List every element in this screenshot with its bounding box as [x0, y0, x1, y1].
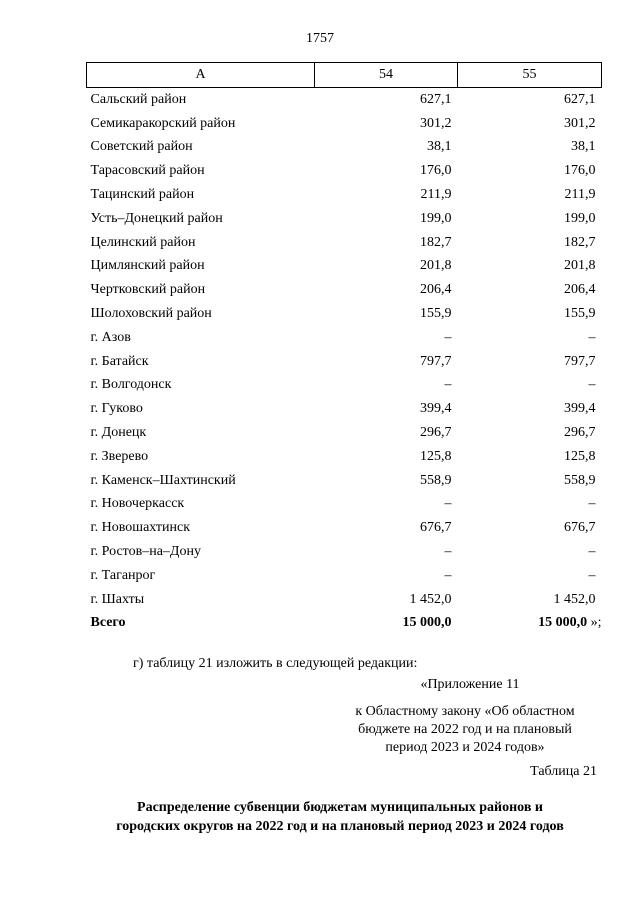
appendix-line-1: к Областному закону «Об областном [355, 704, 575, 719]
total-label: Всего [90, 615, 126, 631]
row-name: Чертковский район [90, 282, 206, 298]
row-name: г. Донецк [90, 425, 147, 441]
row-value-54: 155,9 [420, 306, 452, 322]
row-name: Шолоховский район [90, 306, 212, 322]
table-row [87, 588, 602, 612]
row-value-55: 797,7 [564, 353, 596, 369]
row-value-55: 125,8 [564, 448, 596, 464]
table-label: Таблица 21 [530, 764, 597, 779]
header-column-54: 54 [315, 63, 458, 88]
row-value-54: 38,1 [427, 139, 452, 155]
row-name: Сальский район [90, 91, 187, 107]
table-row [87, 564, 602, 588]
row-value-55: – [588, 377, 596, 393]
appendix-title: «Приложение 11 [420, 677, 520, 692]
row-name: Целинский район [90, 234, 196, 250]
row-value-55: 201,8 [564, 258, 596, 274]
table-row [87, 540, 602, 564]
row-name: Тацинский район [90, 187, 195, 203]
total-value-55-cell [458, 612, 602, 636]
table-row [87, 278, 602, 302]
table-row [87, 231, 602, 255]
row-value-54: 399,4 [420, 401, 452, 417]
row-value-54: 206,4 [420, 282, 452, 298]
table-row [87, 183, 602, 207]
row-name: г. Каменск–Шахтинский [90, 472, 236, 488]
heading-line-2: городских округов на 2022 год и на плановый период 2023 и 2024 годов [116, 819, 564, 834]
row-name: Цимлянский район [90, 258, 205, 274]
table-row [87, 255, 602, 279]
table-row [87, 374, 602, 398]
table-body [87, 88, 602, 636]
row-value-55: – [588, 567, 596, 583]
instruction-text: г) таблицу 21 изложить в следующей редакции: [133, 656, 418, 671]
table-header-row [87, 63, 602, 88]
row-name: Семикаракорский район [90, 115, 236, 131]
row-value-55: 676,7 [564, 520, 596, 536]
row-value-54: 176,0 [420, 163, 452, 179]
budget-table [86, 62, 602, 635]
row-name: г. Новошахтинск [90, 520, 191, 536]
row-value-55: 155,9 [564, 306, 596, 322]
row-value-54: – [444, 567, 452, 583]
row-value-55: 206,4 [564, 282, 596, 298]
row-value-55: 627,1 [564, 91, 596, 107]
row-value-55: 296,7 [564, 425, 596, 441]
table-row [87, 136, 602, 160]
row-value-55: 558,9 [564, 472, 596, 488]
row-value-55: 211,9 [564, 187, 596, 203]
row-value-54: 201,8 [420, 258, 452, 274]
row-value-55: – [588, 496, 596, 512]
table-row [87, 421, 602, 445]
row-name: Советский район [90, 139, 193, 155]
row-value-54: 676,7 [420, 520, 452, 536]
row-name: г. Таганрог [90, 567, 156, 583]
row-value-54: 797,7 [420, 353, 452, 369]
row-value-55: 38,1 [571, 139, 596, 155]
total-value-55: 15 000,0 [538, 615, 588, 631]
row-value-55: 182,7 [564, 234, 596, 250]
row-value-55: 1 452,0 [553, 591, 596, 607]
row-value-54: 627,1 [420, 91, 452, 107]
row-value-54: 1 452,0 [409, 591, 452, 607]
row-value-54: 199,0 [420, 210, 452, 226]
appendix-line-3: период 2023 и 2024 годов» [385, 740, 545, 755]
row-name: г. Гуково [90, 401, 143, 417]
row-value-54: 558,9 [420, 472, 452, 488]
table-row [87, 112, 602, 136]
row-value-54: 125,8 [420, 448, 452, 464]
closing-quote-mark: »; [587, 615, 602, 631]
heading-line-1: Распределение субвенции бюджетам муниципальных районов и [137, 800, 543, 815]
table-row [87, 469, 602, 493]
row-value-54: – [444, 329, 452, 345]
row-name: г. Ростов–на–Дону [90, 544, 201, 560]
table-row [87, 207, 602, 231]
row-name: Тарасовский район [90, 163, 205, 179]
row-value-55: 176,0 [564, 163, 596, 179]
table-row [87, 516, 602, 540]
table-row [87, 445, 602, 469]
row-name: г. Волгодонск [90, 377, 172, 393]
document-heading [60, 798, 620, 836]
row-name: г. Азов [90, 329, 131, 345]
table-row [87, 302, 602, 326]
appendix-reference [330, 703, 600, 757]
header-column-a: А [87, 63, 315, 88]
table-row [87, 159, 602, 183]
row-name: г. Шахты [90, 591, 145, 607]
page-number: 1757 [306, 31, 334, 46]
row-value-54: – [444, 544, 452, 560]
table-row [87, 350, 602, 374]
row-value-54: 296,7 [420, 425, 452, 441]
row-value-54: 211,9 [420, 187, 452, 203]
table-total-row [87, 612, 602, 636]
row-value-55: – [588, 544, 596, 560]
row-name: г. Зверево [90, 448, 149, 464]
row-value-54: – [444, 377, 452, 393]
table-row [87, 493, 602, 517]
table-row [87, 88, 602, 112]
row-value-54: – [444, 496, 452, 512]
row-value-55: – [588, 329, 596, 345]
row-name: Усть–Донецкий район [90, 210, 223, 226]
row-value-55: 301,2 [564, 115, 596, 131]
appendix-line-2: бюджете на 2022 год и на плановый [358, 722, 572, 737]
row-name: г. Новочеркасск [90, 496, 185, 512]
row-name: г. Батайск [90, 353, 149, 369]
table-row [87, 397, 602, 421]
table-row [87, 326, 602, 350]
header-column-55: 55 [458, 63, 602, 88]
row-value-54: 301,2 [420, 115, 452, 131]
row-value-54: 182,7 [420, 234, 452, 250]
row-value-55: 399,4 [564, 401, 596, 417]
total-value-54: 15 000,0 [402, 615, 452, 631]
row-value-55: 199,0 [564, 210, 596, 226]
